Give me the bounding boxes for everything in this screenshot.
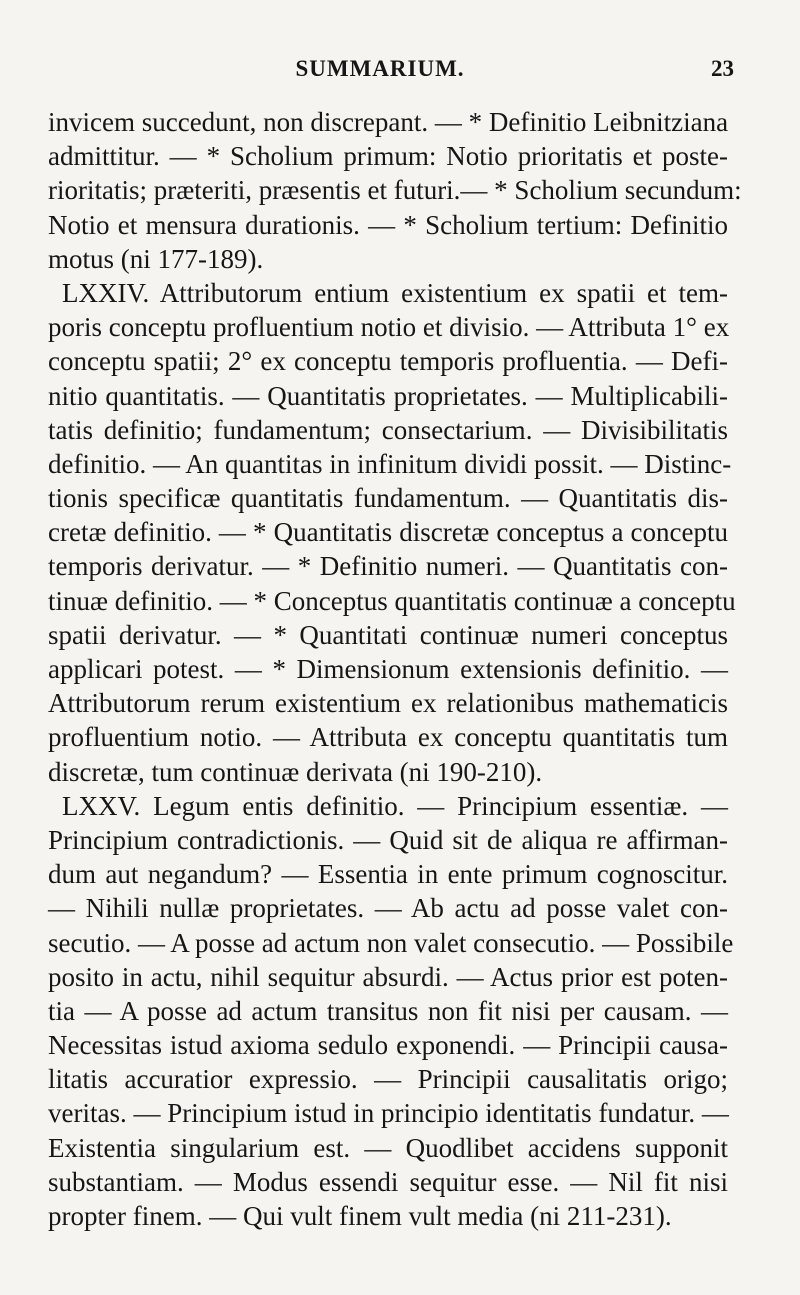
- summary-text: [48, 105, 742, 1233]
- text-line: applicari potest. — * Dimensionum extensionis definitio. —: [48, 654, 728, 684]
- text-line: secutio. — A posse ad actum non valet consecutio. — Possibile: [48, 927, 734, 958]
- text-line: propter finem. — Qui vult finem vult media (ni 211-231).: [48, 1201, 672, 1231]
- text-line: nitio quantitatis. — Quantitatis proprietates. — Multiplicabili-: [48, 380, 728, 411]
- running-title: SUMMARIUM.: [295, 56, 465, 81]
- text-line: conceptu spatii; 2° ex conceptu temporis profluentia. — Defi-: [48, 346, 728, 377]
- text-line: cretæ definitio. — * Quantitatis discretæ conceptus a conceptu: [48, 517, 728, 548]
- text-line: substantiam. — Modus essendi sequitur esse. — Nil fit nisi: [48, 1166, 728, 1197]
- text-line: posito in actu, nihil sequitur absurdi. — Actus prior est poten-: [48, 961, 728, 992]
- text-line: motus (ni 177-189).: [48, 243, 264, 274]
- text-line: LXXIV. Attributorum entium existentium ex spatii et tem-: [62, 277, 728, 308]
- text-line: Necessitas istud axioma sedulo exponendi. — Principii causa-: [48, 1030, 728, 1061]
- text-line: admittitur. — * Scholium primum: Notio prioritatis et poste-: [48, 141, 728, 172]
- text-line: tatis definitio; fundamentum; consectarium. — Divisibilitatis: [48, 414, 728, 445]
- text-line: Notio et mensura durationis. — * Scholium tertium: Definitio: [48, 209, 728, 240]
- text-line: — Nihili nullæ proprietates. — Ab actu ad posse valet con-: [48, 893, 728, 924]
- text-line: tinuæ definitio. — * Conceptus quantitatis continuæ a conceptu: [48, 585, 736, 616]
- text-line: rioritatis; præteriti, præsentis et futuri.— * Scholium secundum:: [48, 175, 742, 206]
- text-line: poris conceptu profluentium notio et divisio. — Attributa 1° ex: [48, 312, 730, 343]
- text-line: invicem succedunt, non discrepant. — * Definitio Leibnitziana: [48, 107, 729, 137]
- text-line: litatis accuratior expressio. — Principii causalitatis origo;: [48, 1064, 728, 1095]
- text-line: Existentia singularium est. — Quodlibet accidens supponit: [48, 1132, 728, 1163]
- text-line: spatii derivatur. — * Quantitati continuæ numeri conceptus: [48, 619, 728, 650]
- text-line: Principium contradictionis. — Quid sit de aliqua re affirman-: [48, 824, 728, 855]
- text-line: profluentium notio. — Attributa ex conceptu quantitatis tum: [48, 722, 728, 753]
- text-line: veritas. — Principium istud in principio identitatis fundatur. —: [48, 1098, 729, 1129]
- text-line: tia — A posse ad actum transitus non fit nisi per causam. —: [48, 995, 728, 1026]
- text-line: temporis derivatur. — * Definitio numeri. — Quantitatis con-: [48, 551, 728, 582]
- page-header: [0, 52, 800, 86]
- text-line: dum aut negandum? — Essentia in ente primum cognoscitur.: [48, 859, 728, 890]
- text-line: discretæ, tum continuæ derivata (ni 190-210).: [48, 756, 543, 787]
- text-line: LXXV. Legum entis definitio. — Principium essentiæ. —: [62, 790, 728, 821]
- text-line: tionis specificæ quantitatis fundamentum. — Quantitatis dis-: [48, 483, 728, 514]
- text-line: Attributorum rerum existentium ex relationibus mathematicis: [48, 688, 728, 719]
- text-line: definitio. — An quantitas in infinitum dividi possit. — Distinc-: [48, 448, 732, 479]
- page-number: 23: [711, 56, 734, 81]
